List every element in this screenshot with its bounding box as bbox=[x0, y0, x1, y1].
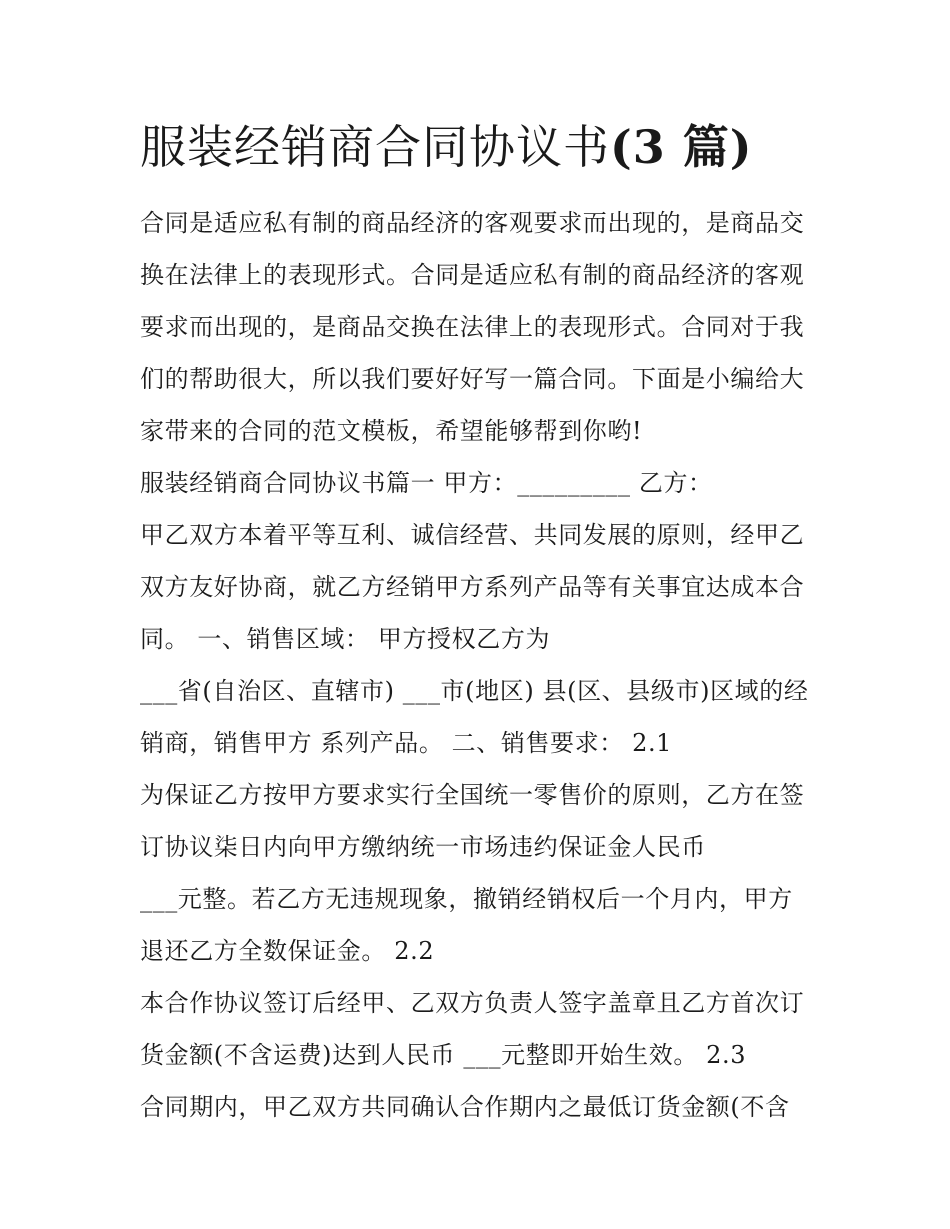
text-line: 们的帮助很大，所以我们要好好写一篇合同。下面是小编给大 bbox=[140, 365, 805, 393]
text-line: 家带来的合同的范文模板，希望能够帮到你哟! bbox=[140, 417, 643, 445]
text-line: 合同期内，甲乙双方共同确认合作期内之最低订货金额(不含 bbox=[140, 1093, 790, 1121]
title-main: 服装经销商合同协议书 bbox=[140, 120, 610, 174]
text-line: ___元整。若乙方无违规现象，撤销经销权后一个月内，甲方 bbox=[140, 885, 793, 913]
text-line: 退还乙方全数保证金。 2.2 bbox=[140, 937, 435, 965]
text-line: 服装经销商合同协议书篇一 甲方：_________ 乙方： bbox=[140, 469, 713, 497]
text-line: 合同是适应私有制的商品经济的客观要求而出现的，是商品交 bbox=[140, 209, 805, 237]
text-line: 货金额(不含运费)达到人民币 ___元整即开始生效。 2.3 bbox=[140, 1041, 747, 1069]
text-line: 甲乙双方本着平等互利、诚信经营、共同发展的原则，经甲乙 bbox=[140, 521, 805, 549]
document-body bbox=[140, 197, 820, 1133]
text-line: 本合作协议签订后经甲、乙双方负责人签字盖章且乙方首次订 bbox=[140, 989, 805, 1017]
text-line: 换在法律上的表现形式。合同是适应私有制的商品经济的客观 bbox=[140, 261, 805, 289]
document-title bbox=[140, 112, 753, 182]
text-line: 双方友好协商，就乙方经销甲方系列产品等有关事宜达成本合 bbox=[140, 573, 805, 601]
title-suffix: (3 篇) bbox=[610, 120, 753, 174]
text-line: 订协议柒日内向甲方缴纳统一市场违约保证金人民币 bbox=[140, 833, 706, 861]
text-line: 同。 一、销售区域： 甲方授权乙方为 bbox=[140, 625, 551, 653]
text-line: 要求而出现的，是商品交换在法律上的表现形式。合同对于我 bbox=[140, 313, 805, 341]
text-line: ___省(自治区、直辖市) ___市(地区) 县(区、县级市)区域的经 bbox=[140, 677, 809, 705]
text-line: 销商，销售甲方 系列产品。 二、销售要求： 2.1 bbox=[140, 729, 673, 757]
text-line: 为保证乙方按甲方要求实行全国统一零售价的原则，乙方在签 bbox=[140, 781, 805, 809]
